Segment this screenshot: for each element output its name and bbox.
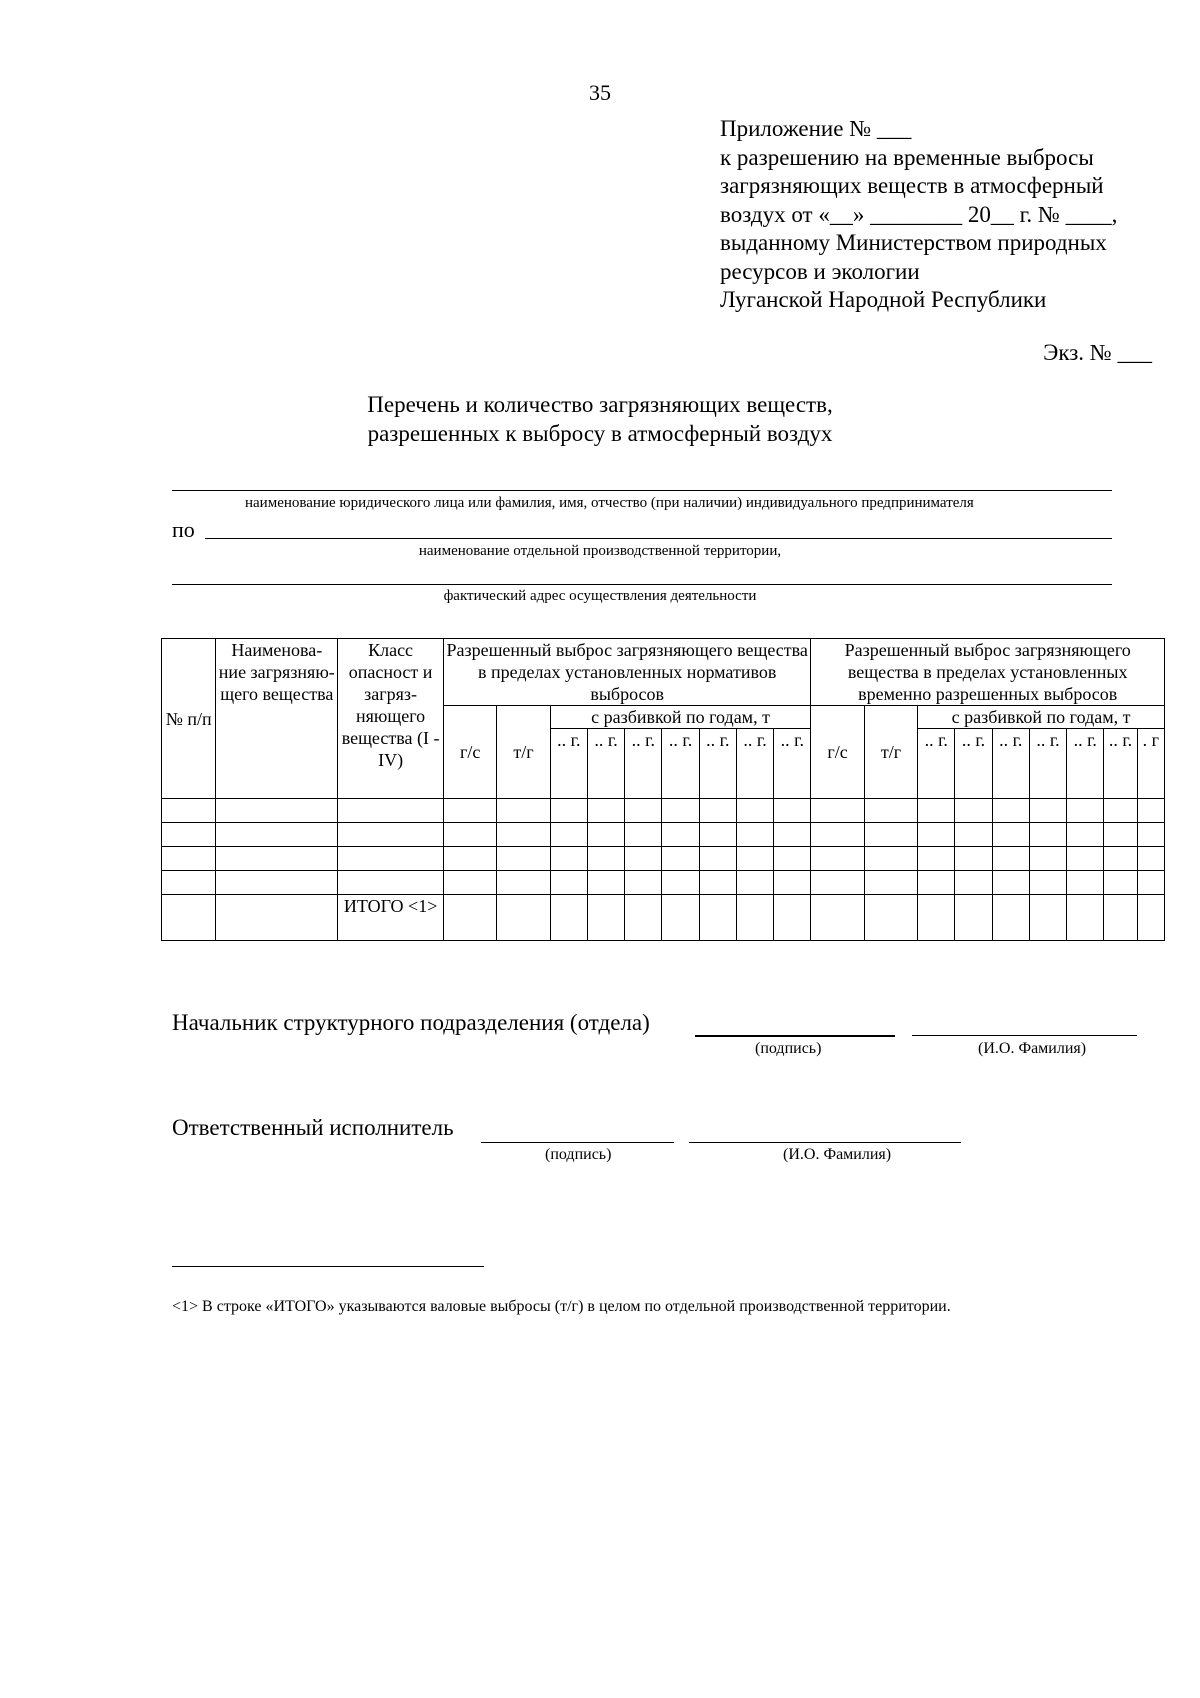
- header-num: № п/п: [162, 639, 216, 799]
- appendix-line: к разрешению на временные выбросы: [720, 144, 1094, 170]
- footnote-text: <1> В строке «ИТОГО» указываются валовые выбросы (т/г) в целом по отдельной производственной территории.: [172, 1298, 951, 1315]
- appendix-line: выданному Министерством природных: [720, 230, 1107, 255]
- head-signature-caption: (подпись): [755, 1040, 822, 1057]
- entity-name-caption: наименование юридического лица или фамилия, имя, отчество (при наличии) индивидуального предпринимателя: [245, 495, 974, 511]
- year-cell: .. г.: [918, 729, 955, 799]
- title-line-2: разрешенных к выбросу в атмосферный воздух: [367, 421, 833, 446]
- territory-caption: наименование отдельной производственной территории,: [418, 543, 782, 559]
- header-tg: т/г: [864, 706, 917, 799]
- year-cell: .. г.: [1104, 729, 1137, 799]
- year-cell: .. г.: [625, 729, 662, 799]
- executor-signature-line[interactable]: [481, 1142, 674, 1143]
- total-row: [162, 895, 1165, 941]
- po-label: по: [172, 517, 195, 542]
- emissions-table: [161, 638, 1165, 941]
- year-cell-last: . г: [1137, 729, 1164, 799]
- header-by-years: с разбивкой по годам, т: [550, 706, 811, 729]
- table-row: [162, 871, 1165, 895]
- header-gs: г/с: [443, 706, 496, 799]
- header-by-years: с разбивкой по годам, т: [918, 706, 1165, 729]
- year-cell: .. г.: [587, 729, 624, 799]
- address-caption: фактический адрес осуществления деятельности: [443, 588, 757, 604]
- executor-signature-label: Ответственный исполнитель: [172, 1115, 454, 1140]
- appendix-line: Луганской Народной Республики: [720, 287, 1047, 312]
- year-cell: .. г.: [699, 729, 736, 799]
- header-tg: т/г: [497, 706, 550, 799]
- year-cell: .. г.: [550, 729, 587, 799]
- total-label: ИТОГО <1>: [338, 895, 444, 941]
- table-row: [162, 799, 1165, 823]
- appendix-header: [720, 115, 1117, 315]
- appendix-line: воздух от «__» ________ 20__ г. № ____,: [720, 201, 1118, 227]
- head-signature-line[interactable]: [695, 1035, 895, 1037]
- executor-signature-caption: (подпись): [545, 1146, 612, 1163]
- footnote-separator: [172, 1266, 484, 1267]
- table-row: [162, 823, 1165, 847]
- year-cell: .. г.: [992, 729, 1029, 799]
- head-name-line[interactable]: [912, 1035, 1137, 1036]
- year-cell: .. г.: [774, 729, 811, 799]
- table-row: [162, 847, 1165, 871]
- document-title: [0, 390, 1200, 448]
- head-name-caption: (И.О. Фамилия): [978, 1040, 1087, 1057]
- appendix-line: загрязняющих веществ в атмосферный: [720, 173, 1104, 198]
- entity-name-line[interactable]: [172, 490, 1112, 491]
- head-signature-label: Начальник структурного подразделения (отдела): [172, 1010, 650, 1035]
- year-cell: .. г.: [662, 729, 699, 799]
- year-cell: .. г.: [1067, 729, 1104, 799]
- header-group-temporary: Разрешенный выброс загрязняющего вещества в пределах установленных временно разрешенных выбросов: [811, 639, 1165, 706]
- header-gs: г/с: [811, 706, 864, 799]
- page-number: 35: [589, 80, 611, 105]
- header-hazard-class: Класс опасност и загряз- няющего вещества (I - IV): [338, 639, 444, 799]
- executor-name-line[interactable]: [689, 1142, 961, 1143]
- appendix-line: ресурсов и экологии: [720, 258, 920, 284]
- year-cell: .. г.: [1029, 729, 1066, 799]
- title-line-1: Перечень и количество загрязняющих веществ,: [367, 392, 833, 417]
- address-line[interactable]: [172, 584, 1112, 585]
- territory-line[interactable]: [205, 538, 1112, 539]
- year-cell: .. г.: [736, 729, 773, 799]
- year-cell: .. г.: [955, 729, 992, 799]
- appendix-line: Приложение № ___: [720, 116, 912, 141]
- copy-number: Экз. № ___: [1043, 340, 1152, 365]
- header-substance-name: Наименова- ние загрязняю- щего вещества: [216, 639, 338, 799]
- header-group-normative: Разрешенный выброс загрязняющего вещества в пределах установленных нормативов выбросов: [443, 639, 810, 706]
- executor-name-caption: (И.О. Фамилия): [783, 1146, 892, 1163]
